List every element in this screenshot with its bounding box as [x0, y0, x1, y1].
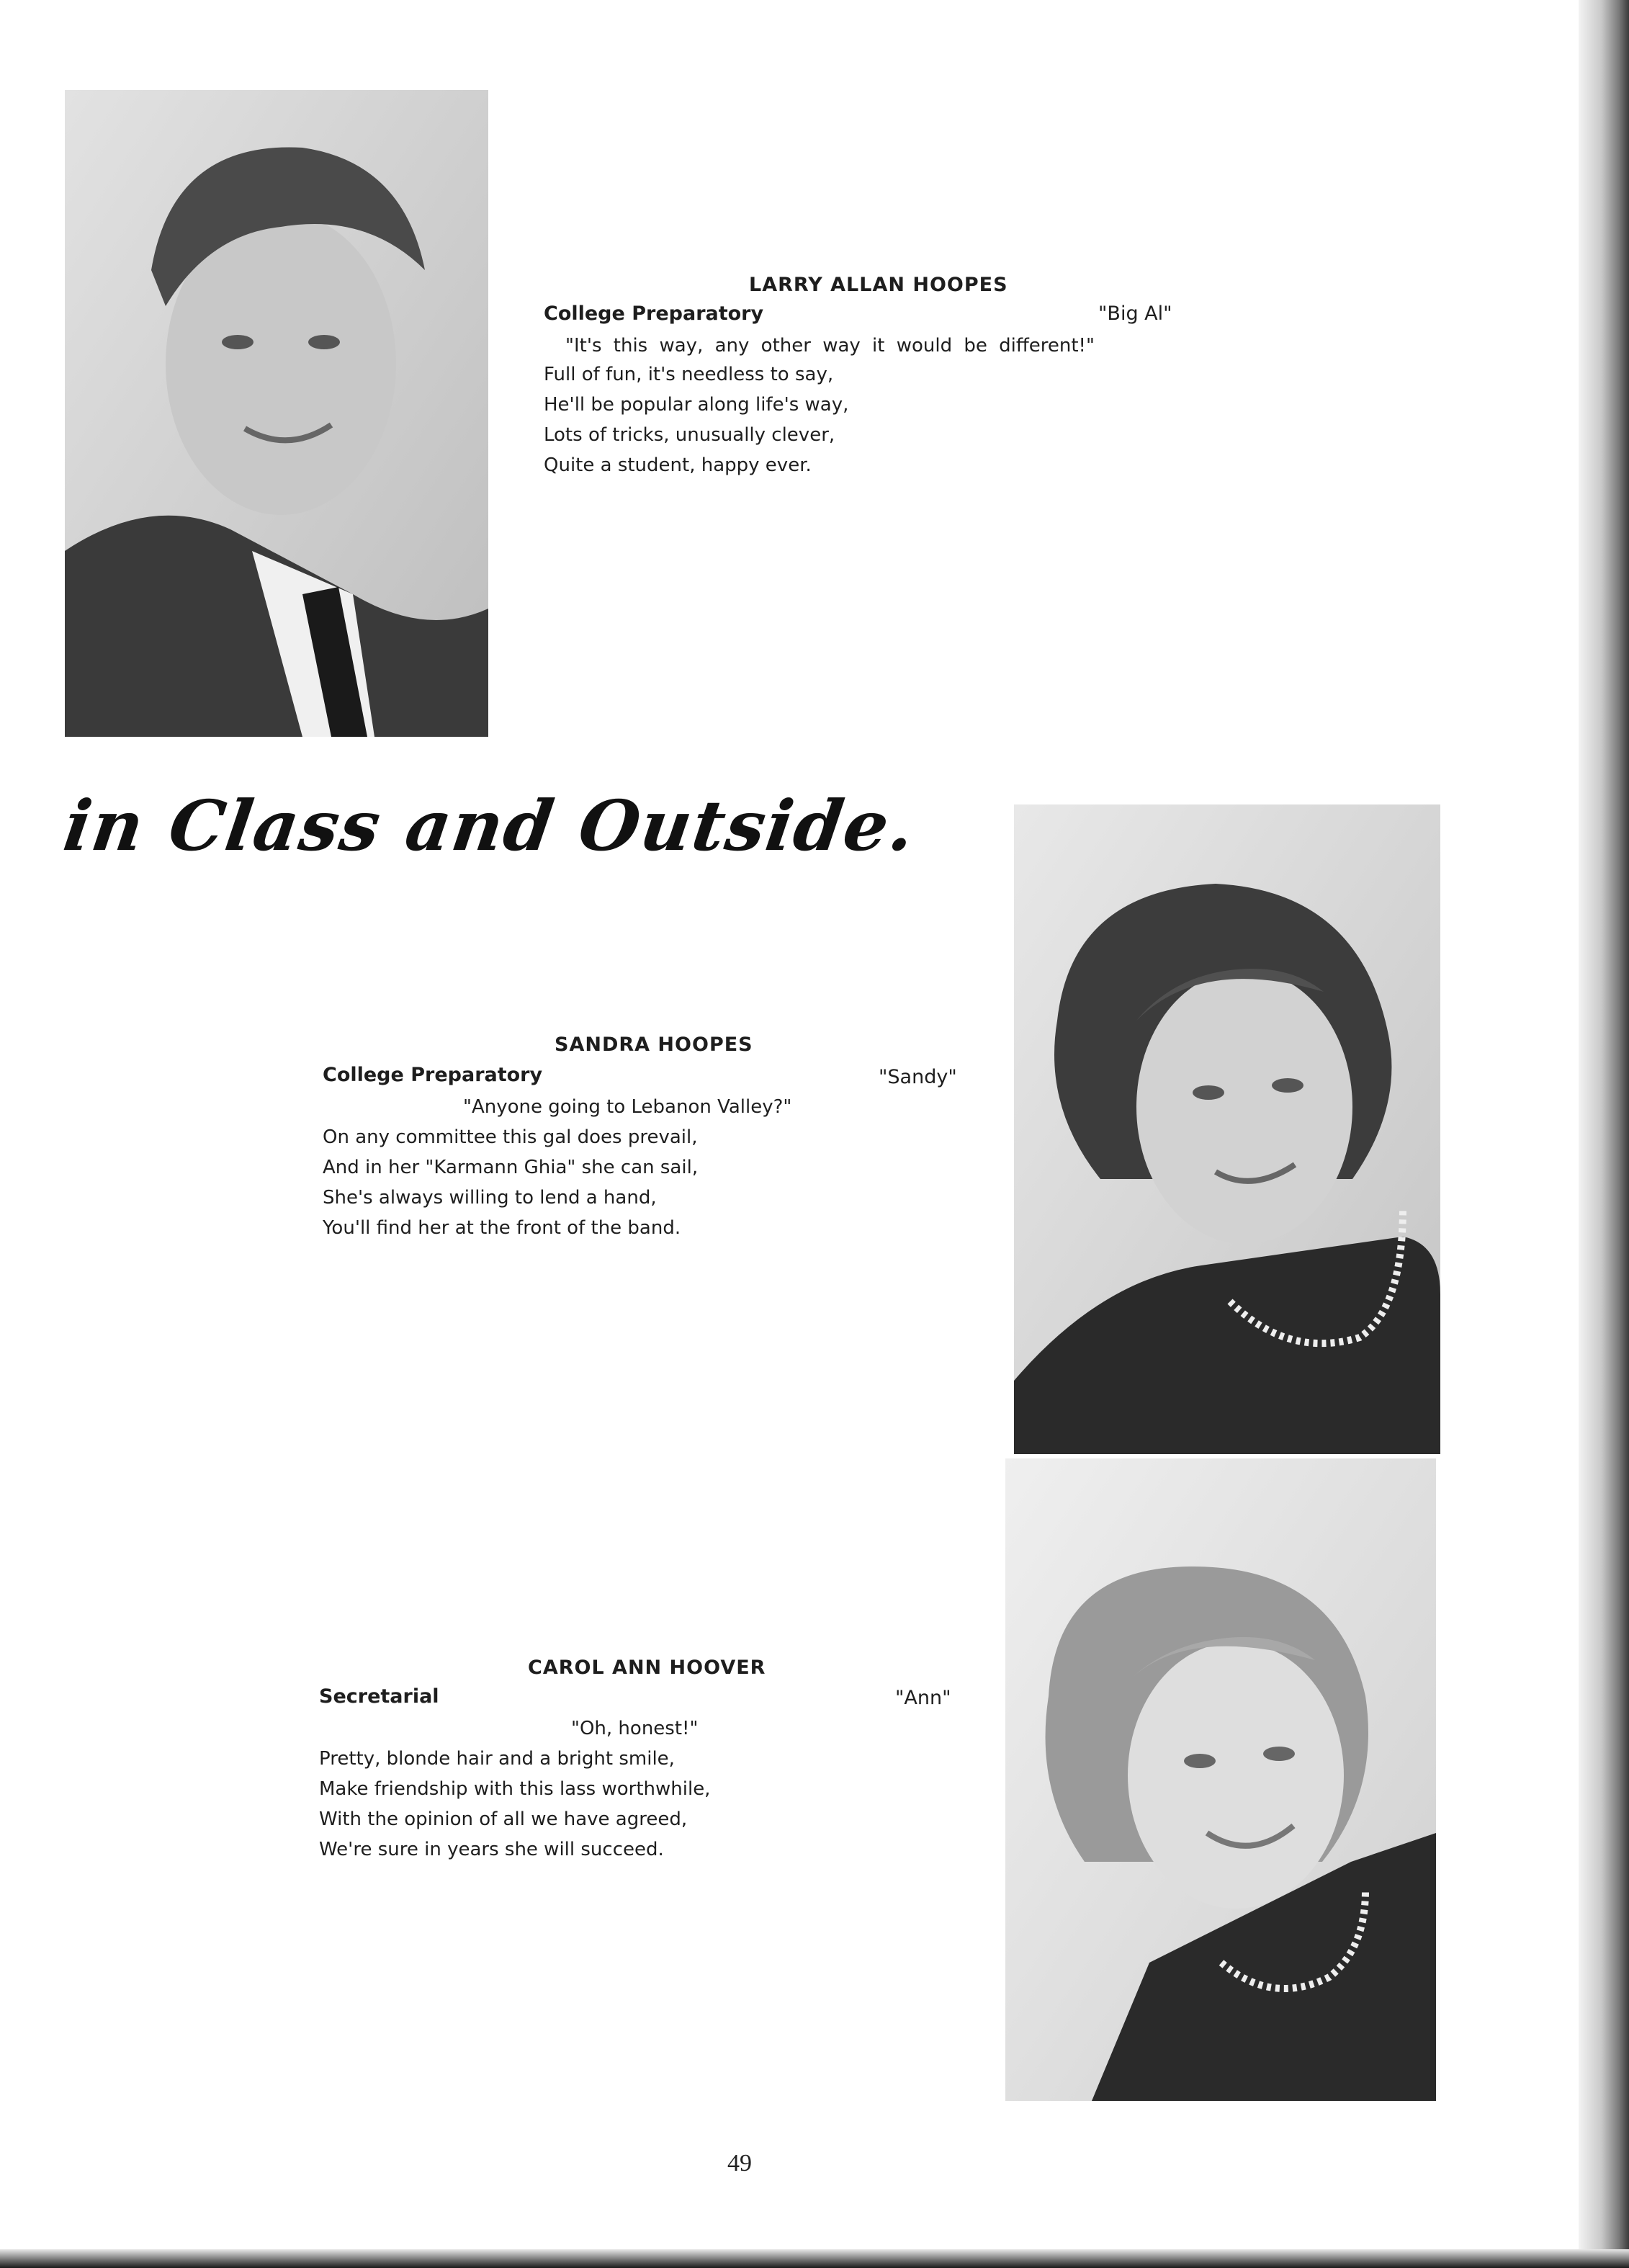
portrait-photo-carol-ann: [1005, 1458, 1436, 2101]
portrait-photo-larry: [65, 90, 488, 737]
page-binding-shadow: [1579, 0, 1629, 2268]
student-name: LARRY ALLAN HOOPES: [749, 274, 1008, 296]
student-name: SANDRA HOOPES: [555, 1034, 753, 1056]
verse-line: Full of fun, it's needless to say,: [544, 364, 834, 385]
verse-line: With the opinion of all we have agreed,: [319, 1808, 688, 1830]
student-quote: "Anyone going to Lebanon Valley?": [463, 1096, 792, 1118]
course-label: College Preparatory: [544, 302, 764, 325]
verse-line: Pretty, blonde hair and a bright smile,: [319, 1748, 675, 1770]
student-quote: "Oh, honest!": [571, 1718, 699, 1739]
course-label: College Preparatory: [323, 1064, 543, 1086]
section-headline: in Class and Outside.: [59, 785, 921, 866]
student-entry-sandra: [323, 1030, 971, 1246]
verse-line: And in her "Karmann Ghia" she can sail,: [323, 1157, 699, 1178]
verse-line: She's always willing to lend a hand,: [323, 1187, 657, 1209]
nickname: "Ann": [895, 1687, 951, 1709]
verse-line: Quite a student, happy ever.: [544, 454, 812, 476]
student-quote: "It's this way, any other way it would be different!": [565, 335, 1095, 357]
verse-line: On any committee this gal does prevail,: [323, 1126, 698, 1148]
course-label: Secretarial: [319, 1685, 439, 1708]
verse-line: We're sure in years she will succeed.: [319, 1839, 664, 1860]
verse-line: You'll find her at the front of the band.: [323, 1217, 681, 1239]
page-number: 49: [727, 2150, 752, 2177]
nickname: "Big Al": [1098, 302, 1172, 325]
nickname: "Sandy": [879, 1066, 957, 1088]
page-bottom-edge: [0, 2249, 1629, 2268]
portrait-photo-sandra: [1014, 804, 1440, 1454]
verse-line: Lots of tricks, unusually clever,: [544, 424, 835, 446]
student-name: CAROL ANN HOOVER: [528, 1657, 766, 1679]
verse-line: He'll be popular along life's way,: [544, 394, 849, 416]
student-entry-larry: [544, 270, 1192, 486]
verse-line: Make friendship with this lass worthwhile,: [319, 1778, 711, 1800]
student-entry-carol-ann: [319, 1653, 967, 1869]
